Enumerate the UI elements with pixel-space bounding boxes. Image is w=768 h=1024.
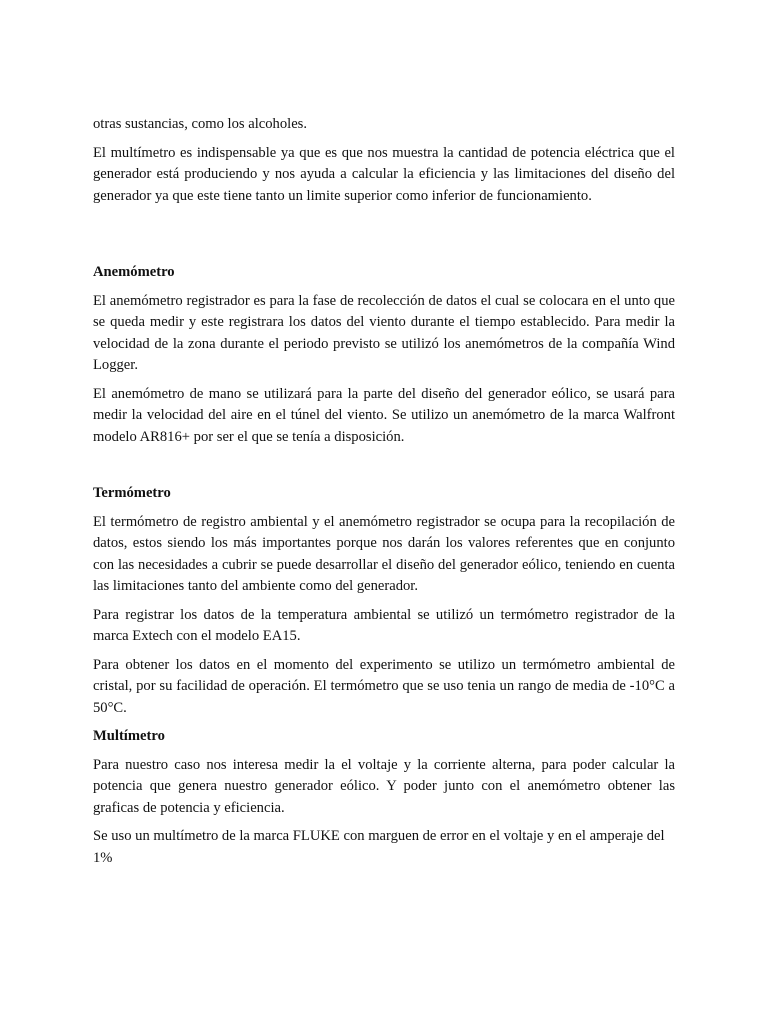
paragraph-multimetro-intro: El multímetro es indispensable ya que es que nos muestra la cantidad de potencia eléctrica que el generador está produciendo y nos ayuda a calcular la eficiencia y las limitaciones del diseño del generador ya que este tiene tanto un limite superior como inferior de funcionamiento.: [93, 144, 675, 204]
heading-termometro: Termómetro: [93, 485, 171, 501]
paragraph-termometro-cristal: Para obtener los datos en el momento del experimento se utilizo un termómetro ambiental de cristal, por su facilidad de operación. El termómetro que se uso tenia un rango de media de -10°C a 50°C.: [93, 656, 675, 716]
document-page: [93, 114, 675, 876]
paragraph-intro-tail: otras sustancias, como los alcoholes.: [93, 116, 307, 132]
paragraph-multimetro-fluke: Se uso un multímetro de la marca FLUKE con marguen de error en el voltaje y en el amperaje del 1%: [93, 828, 665, 866]
paragraph-termometro-extech: Para registrar los datos de la temperatura ambiental se utilizó un termómetro registrador de la marca Extech con el modelo EA15.: [93, 606, 675, 644]
paragraph-anemometro-registrador: El anemómetro registrador es para la fase de recolección de datos el cual se colocara en el unto que se queda medir y este registrara los datos del viento durante el tiempo establecido. Para medir la velocidad de la zona durante el periodo previsto se utilizó los anemómetros de la compañía Wind Logger.: [93, 292, 675, 373]
paragraph-anemometro-mano: El anemómetro de mano se utilizará para la parte del diseño del generador eólico, se usará para medir la velocidad del aire en el túnel del viento. Se utilizo un anemómetro de la marca Walfront modelo AR816+ por ser el que se tenía a disposición.: [93, 385, 675, 445]
spacer: [93, 214, 675, 262]
spacer: [93, 455, 675, 483]
paragraph-termometro-registro: El termómetro de registro ambiental y el anemómetro registrador se ocupa para la recopilación de datos, estos siendo los más importantes porque nos darán los valores referentes que en conjunto con las necesidades a cubrir se puede desarrollar el diseño del generador eólico, teniendo en cuenta las limitaciones tanto del ambiente como del generador.: [93, 513, 675, 594]
paragraph-multimetro-medicion: Para nuestro caso nos interesa medir la el voltaje y la corriente alterna, para poder calcular la potencia que genera nuestro generador eólico. Y poder junto con el anemómetro obtener las graficas de potencia y eficiencia.: [93, 756, 675, 816]
heading-multimetro: Multímetro: [93, 728, 165, 744]
heading-anemometro: Anemómetro: [93, 264, 175, 280]
